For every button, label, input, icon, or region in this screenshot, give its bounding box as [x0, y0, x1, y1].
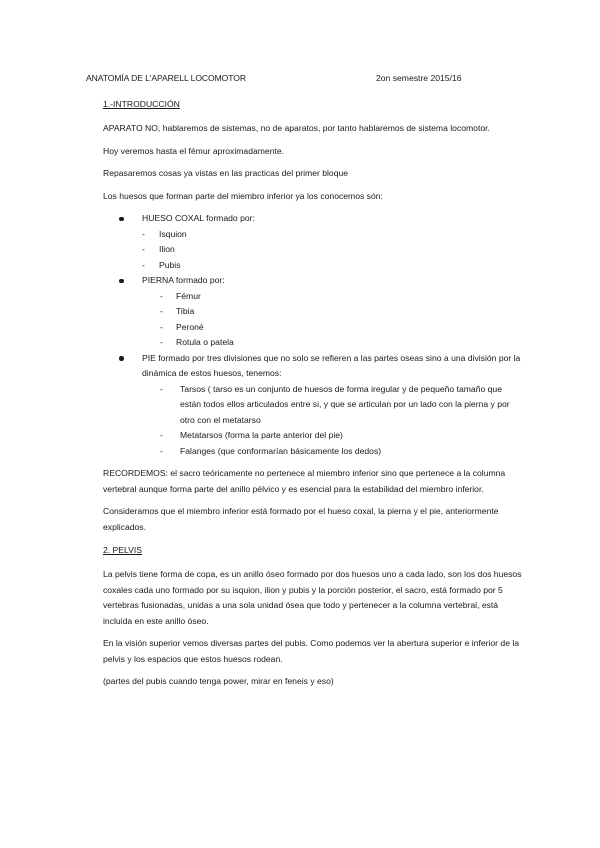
paragraph: Los huesos que forman parte del miembro inferior ya los conocemos són: — [103, 190, 383, 201]
sublist-item-text: Tarsos ( tarso es un conjunto de huesos de forma iregular y de pequeño tamaño que están todos ellos articulados entre si, y que se articulan por un lado con la pierna y por otro con el metatarso — [180, 383, 510, 425]
document-body — [103, 96, 523, 697]
bullet-icon — [119, 356, 124, 361]
list-item-pierna — [103, 273, 523, 351]
list-item-label: PIERNA formado por: — [142, 275, 225, 285]
dash-icon: - — [160, 445, 163, 456]
sublist-item — [142, 227, 523, 243]
bone-list — [103, 211, 523, 459]
dash-icon: - — [160, 290, 163, 301]
sublist-item — [142, 320, 523, 336]
dash-icon: - — [160, 306, 163, 316]
paragraph: RECORDEMOS: el sacro teóricamente no pertenece al miembro inferior sino que pertenece a la columna vertebral aunque forma parte del anillo pélvico y es esencial para la estabilidad del miembro inferior. — [103, 468, 506, 494]
dash-icon: - — [142, 228, 145, 239]
sublist-pierna — [142, 289, 523, 351]
sublist-item-text: Tibia — [176, 306, 195, 316]
paragraph: (partes del pubis cuando tenga power, mirar en feneis y eso) — [103, 676, 334, 686]
dash-icon: - — [160, 337, 163, 347]
sublist-item — [142, 428, 523, 444]
sublist-item — [142, 289, 523, 305]
bullet-icon — [119, 279, 124, 284]
sublist-item-text: Peroné — [176, 321, 204, 332]
paragraph: En la visión superior vemos diversas partes del pubis. Como podemos ver la abertura superior e inferior de la pelvis y los espacios que estos huesos rodean. — [103, 638, 520, 664]
semester-label: 2on semestre 2015/16 — [376, 73, 462, 83]
sublist-item-text: Ilion — [159, 244, 175, 254]
list-item-label: PIE formado por tres divisiones que no solo se refieren a las partes oseas sino a una división por la dinámica de estos huesos, tenemos: — [142, 352, 521, 378]
page-header — [86, 73, 506, 85]
sublist-item-text: Pubis — [159, 259, 181, 270]
sublist-item-text: Fémur — [176, 290, 201, 301]
list-item-coxal — [103, 211, 523, 273]
dash-icon: - — [142, 259, 145, 270]
paragraph: Consideramos que el miembro inferior está formado por el hueso coxal, la pierna y el pie, anteriormente explicados. — [103, 506, 499, 532]
dash-icon: - — [160, 430, 163, 440]
sublist-pie — [142, 382, 523, 460]
paragraph: APARATO NO, hablaremos de sistemas, no de aparatos, por tanto hablaremos de sistema locomotor. — [103, 123, 490, 133]
sublist-item-text: Falanges (que conformarían básicamente los dedos) — [180, 445, 382, 456]
list-item-label: HUESO COXAL formado por: — [142, 213, 255, 223]
dash-icon: - — [142, 244, 145, 254]
sublist-item — [142, 258, 523, 274]
sublist-item-text: Rotula o patela — [176, 337, 234, 347]
paragraph: La pelvis tiene forma de copa, es un anillo óseo formado por dos huesos uno a cada lado, son los dos huesos coxales cada uno formado por su isquion, ilion y pubis y la porción posterior, el sacro, está formado por 5 vertebras fusionadas, unidas a una sola unidad ósea que todo y pertenecer a la columna vertebral, está incluida en este anillo óseo. — [103, 569, 522, 626]
paragraph: Repasaremos cosas ya vistas en las practicas del primer bloque — [103, 168, 349, 178]
sublist-item — [142, 444, 523, 460]
section-heading-pelvis: 2. PELVIS — [103, 545, 143, 555]
sublist-item-text: Isquion — [159, 228, 187, 239]
sublist-item — [142, 304, 523, 320]
dash-icon: - — [160, 321, 163, 332]
paragraph: Hoy veremos hasta el fémur aproximadamente. — [103, 145, 285, 156]
document-title: ANATOMÍA DE L'APARELL LOCOMOTOR — [86, 73, 246, 83]
sublist-item — [142, 335, 523, 351]
bullet-icon — [119, 217, 124, 222]
list-item-pie — [103, 351, 523, 460]
sublist-coxal — [142, 227, 523, 274]
dash-icon: - — [160, 383, 163, 394]
sublist-item-text: Metatarsos (forma la parte anterior del pie) — [180, 430, 343, 440]
sublist-item — [142, 382, 523, 429]
section-heading-introduccion: 1.-INTRODUCCIÓN — [103, 99, 180, 109]
sublist-item — [142, 242, 523, 258]
